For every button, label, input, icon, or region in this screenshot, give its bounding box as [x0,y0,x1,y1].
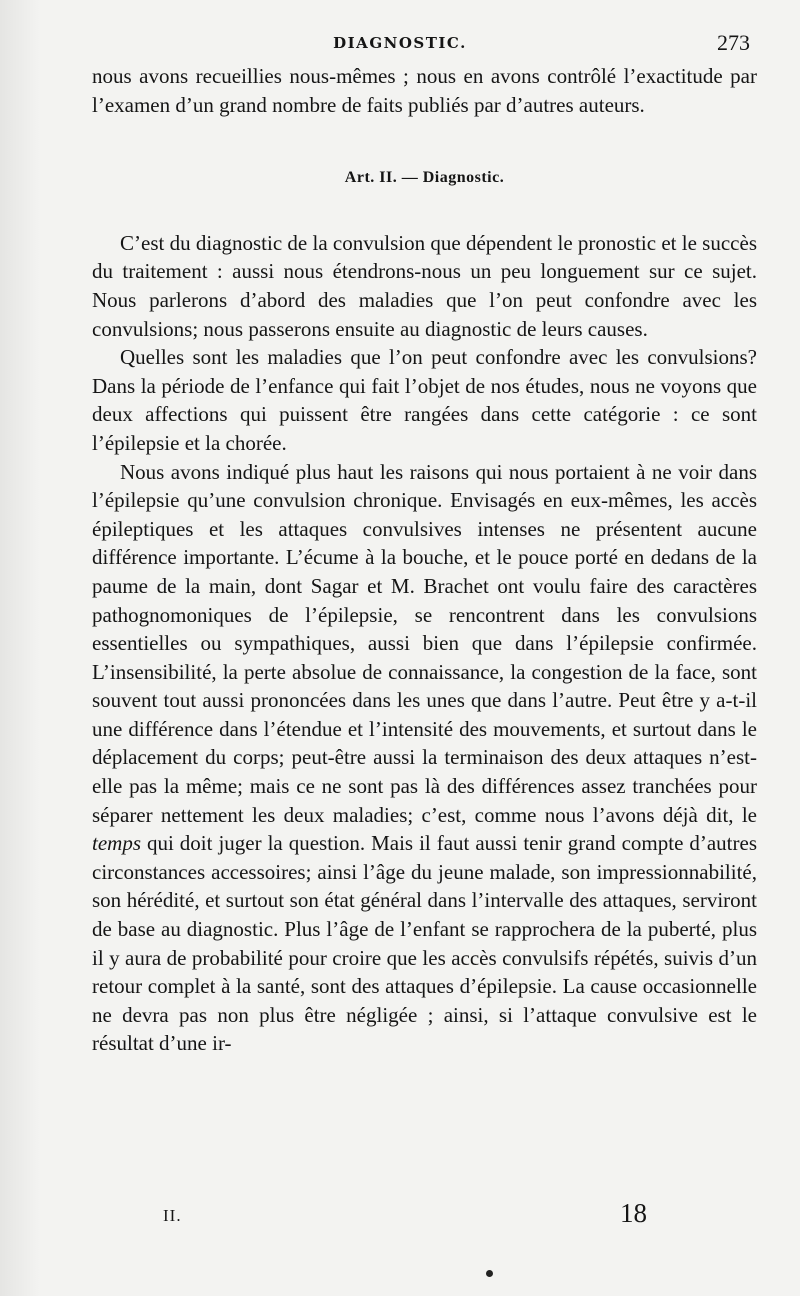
body-text [92,62,757,1058]
section-heading: Art. II. — Diagnostic. [344,169,505,187]
ink-speck [486,1270,493,1277]
signature-mark: II. [163,1206,182,1225]
paragraph-1: C’est du diagnostic de la convulsion que dépendent le pronostic et le succès du traitement : aussi nous étendrons-nous un peu longuement sur ce sujet. Nous parlerons d’abord des maladies que l’on peut confondre avec les convulsions; nous passerons ensuite au diagnostic de leurs causes. [92,230,757,341]
paragraph-3-text-a: Nous avons indiqué plus haut les raisons qui nous portaient à ne voir dans l’épilepsie qu’une convulsion chronique. Envisagés en eux-mêmes, les accès épileptiques et les attaques convulsives intenses ne présentent aucune différence importante. L’écume à la bouche, et le pouce porté en dedans de la paume de la main, dont Sagar et M. Brachet ont voulu faire des caractères pathognomoniques de l’épilepsie, se rencontrent dans les convulsions essentielles ou sympathiques, aussi bien que dans l’épilepsie confirmée. L’insensibilité, la perte absolue de connaissance, la congestion de la face, sont souvent tout aussi prononcées dans les unes que dans l’autre. Peut être y a-t-il une différence dans l’étendue et l’intensité des mouvements, et surtout dans le déplacement du corps; peut-être aussi la terminaison des deux attaques n’est-elle pas la même; mais ce ne sont pas là des différences assez tranchées pour séparer nettement les deux maladies; c’est, comme nous l’avons déjà dit, le [92,459,757,827]
running-head [0,30,800,60]
paragraph-3-emphasis: temps [92,831,141,856]
paragraph-3 [92,458,757,1058]
paragraph-continued: nous avons recueillies nous-mêmes ; nous en avons contrôlé l’exactitude par l’examen d’un grand nombre de faits publiés par d’autres auteurs. [92,64,757,117]
running-title: DIAGNOSTIC. [333,34,467,52]
paragraph-3-text-b: qui doit juger la question. Mais il faut aussi tenir grand compte d’autres circonstances accessoires; ainsi l’âge du jeune malade, son impressionnabilité, son hérédité, et surtout son état général dans l’intervalle des attaques, serviront de base au diagnostic. Plus l’âge de l’enfant se rapprochera de la puberté, plus il y aura de probabilité pour croire que les accès convulsifs répétés, suivis d’un retour complet à la santé, sont des attaques d’épilepsie. La cause occasionnelle ne devra pas non plus être négligée ; ainsi, si l’attaque convulsive est le résultat d’une ir- [92,831,757,1056]
sheet-number: 18 [620,1198,647,1228]
page-footer [0,1196,800,1236]
paragraph-2: Quelles sont les maladies que l’on peut confondre avec les convulsions? Dans la période de l’enfance qui fait l’objet de nos études, nous ne voyons que deux affections qui puissent être rangées dans cette catégorie : ce sont l’épilepsie et la chorée. [92,345,757,455]
page-number: 273 [717,30,750,55]
